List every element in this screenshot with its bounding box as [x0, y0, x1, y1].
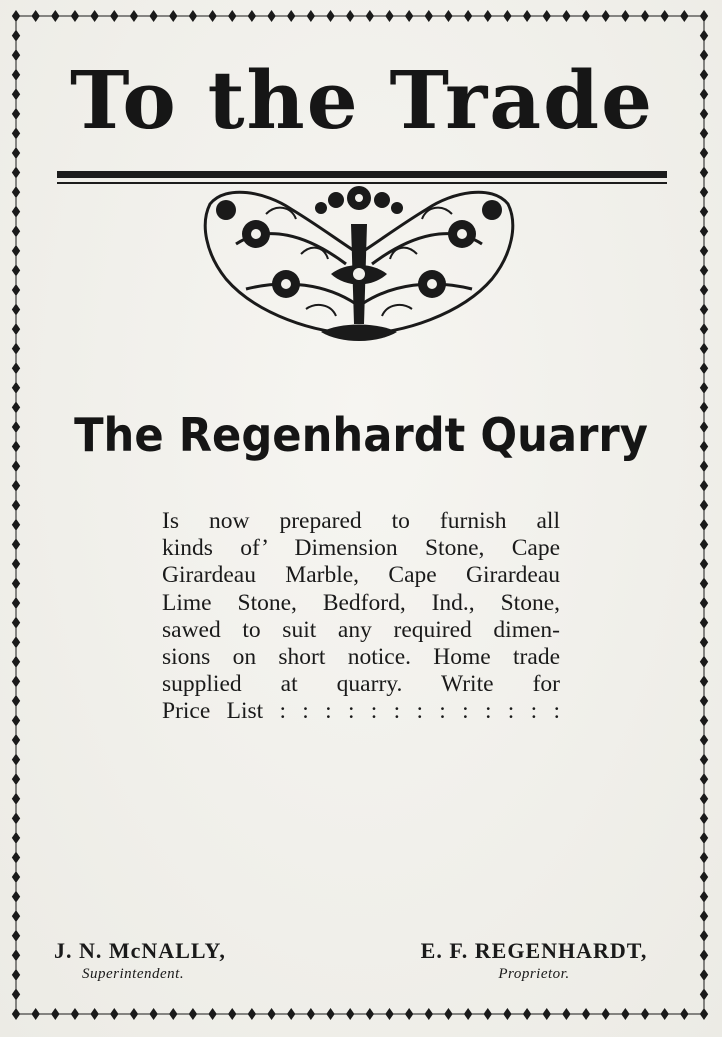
quarry-heading: The Regenhardt Quarry — [74, 408, 648, 462]
body-line: sions on short notice. Home trade — [162, 644, 560, 671]
body-line: sawed to suit any required dimen- — [162, 616, 560, 643]
body-line: Girardeau Marble, Cape Girardeau — [162, 562, 560, 589]
advert-body — [162, 508, 560, 726]
page-title: To the Trade — [70, 53, 654, 147]
body-line: Lime Stone, Bedford, Ind., Stone, — [162, 589, 560, 616]
body-line: supplied at quarry. Write for — [162, 671, 560, 698]
body-line: kinds of’ Dimension Stone, Cape — [162, 535, 560, 562]
body-line: Price List : : : : : : : : : : : : : — [162, 698, 560, 725]
title-rule-thick — [57, 171, 667, 178]
signature-superintendent — [54, 938, 274, 984]
body-line: Is now prepared to furnish all — [162, 508, 560, 534]
floral-ornament-icon — [196, 184, 522, 348]
proprietor-name: E. F. REGENHARDT, — [420, 938, 648, 963]
proprietor-title: Proprietor. — [498, 966, 570, 982]
superintendent-name: J. N. McNALLY, — [54, 938, 226, 963]
superintendent-title: Superintendent. — [82, 966, 185, 982]
signature-proprietor — [400, 938, 668, 984]
